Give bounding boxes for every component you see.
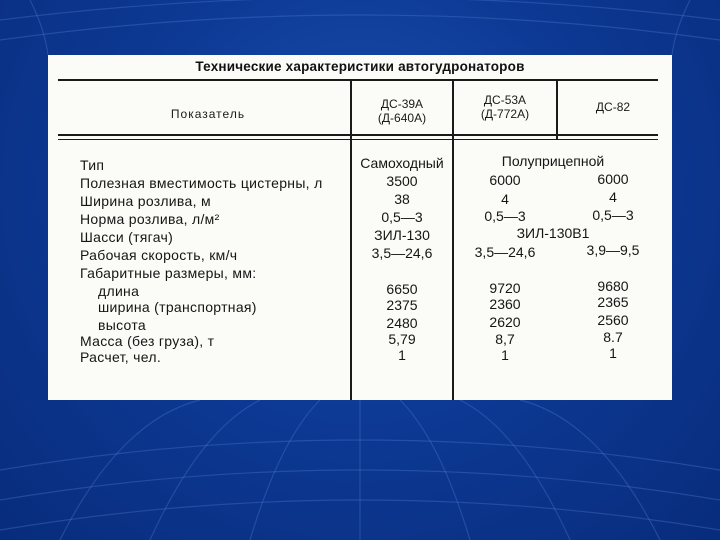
cell-capacity-col1: 3500 [386, 173, 418, 189]
row-label-height: высота [98, 317, 146, 333]
header-col2-line2: (Д-772А) [480, 107, 530, 121]
cell-crew-col3: 1 [609, 345, 617, 361]
cell-speed-col2: 3,5—24,6 [474, 244, 536, 260]
row-label-capacity: Полезная вместимость цистерны, л [80, 175, 323, 191]
row-label-mass: Масса (без груза), т [80, 333, 215, 349]
header-col1-line2: (Д-640А) [377, 111, 427, 125]
cell-type-col1: Самоходный [360, 155, 444, 171]
cell-length-col3: 9680 [597, 278, 629, 294]
cell-crew-col1: 1 [398, 347, 406, 363]
header-col3: ДС-82 [595, 100, 631, 114]
row-label-transport-width: ширина (транспортная) [98, 299, 257, 315]
cell-type-col2: Полуприцепной [501, 153, 605, 169]
cell-height-col3: 2560 [597, 312, 629, 328]
header-col2-line1: ДС-53А [483, 93, 527, 107]
cell-transport-width-col1: 2375 [386, 297, 418, 313]
cell-rate-col3: 0,5—3 [592, 207, 634, 223]
cell-width-col2: 4 [501, 191, 509, 207]
characteristics-table-sheet [48, 55, 672, 400]
top-rule [58, 79, 658, 81]
cell-chassis-col1: ЗИЛ-130 [374, 227, 430, 243]
cell-width-col1: 38 [394, 191, 410, 207]
row-label-width: Ширина розлива, м [80, 193, 211, 209]
row-label-length: длина [98, 283, 140, 299]
row-label-type: Тип [80, 157, 105, 173]
cell-capacity-col3: 6000 [597, 171, 629, 187]
cell-transport-width-col2: 2360 [489, 296, 521, 312]
cell-length-col2: 9720 [489, 280, 521, 296]
cell-mass-col2: 8,7 [495, 331, 515, 347]
cell-width-col3: 4 [609, 189, 617, 205]
cell-chassis-col2: ЗИЛ-130В1 [516, 225, 590, 241]
row-label-crew: Расчет, чел. [80, 349, 162, 365]
cell-crew-col2: 1 [501, 347, 509, 363]
cell-mass-col1: 5,79 [388, 331, 416, 347]
cell-capacity-col2: 6000 [489, 172, 521, 188]
cell-length-col1: 6650 [386, 281, 418, 297]
cell-speed-col3: 3,9—9,5 [586, 242, 640, 258]
header-rule [58, 134, 658, 136]
cell-speed-col1: 3,5—24,6 [371, 245, 433, 261]
header-parameter: Показатель [170, 107, 246, 121]
row-label-dimensions: Габаритные размеры, мм: [80, 265, 257, 281]
row-label-chassis: Шасси (тягач) [80, 229, 174, 245]
row-label-speed: Рабочая скорость, км/ч [80, 247, 238, 263]
header-col1-line1: ДС-39А [380, 97, 424, 111]
subheader-rule [58, 139, 658, 140]
row-label-rate: Норма розлива, л/м² [80, 211, 220, 227]
cell-transport-width-col3: 2365 [597, 294, 629, 310]
cell-height-col2: 2620 [489, 314, 521, 330]
cell-height-col1: 2480 [386, 315, 418, 331]
table-title: Технические характеристики автогудронаторов [195, 59, 525, 74]
cell-mass-col3: 8.7 [603, 329, 623, 345]
cell-rate-col2: 0,5—3 [484, 208, 526, 224]
cell-rate-col1: 0,5—3 [381, 209, 423, 225]
